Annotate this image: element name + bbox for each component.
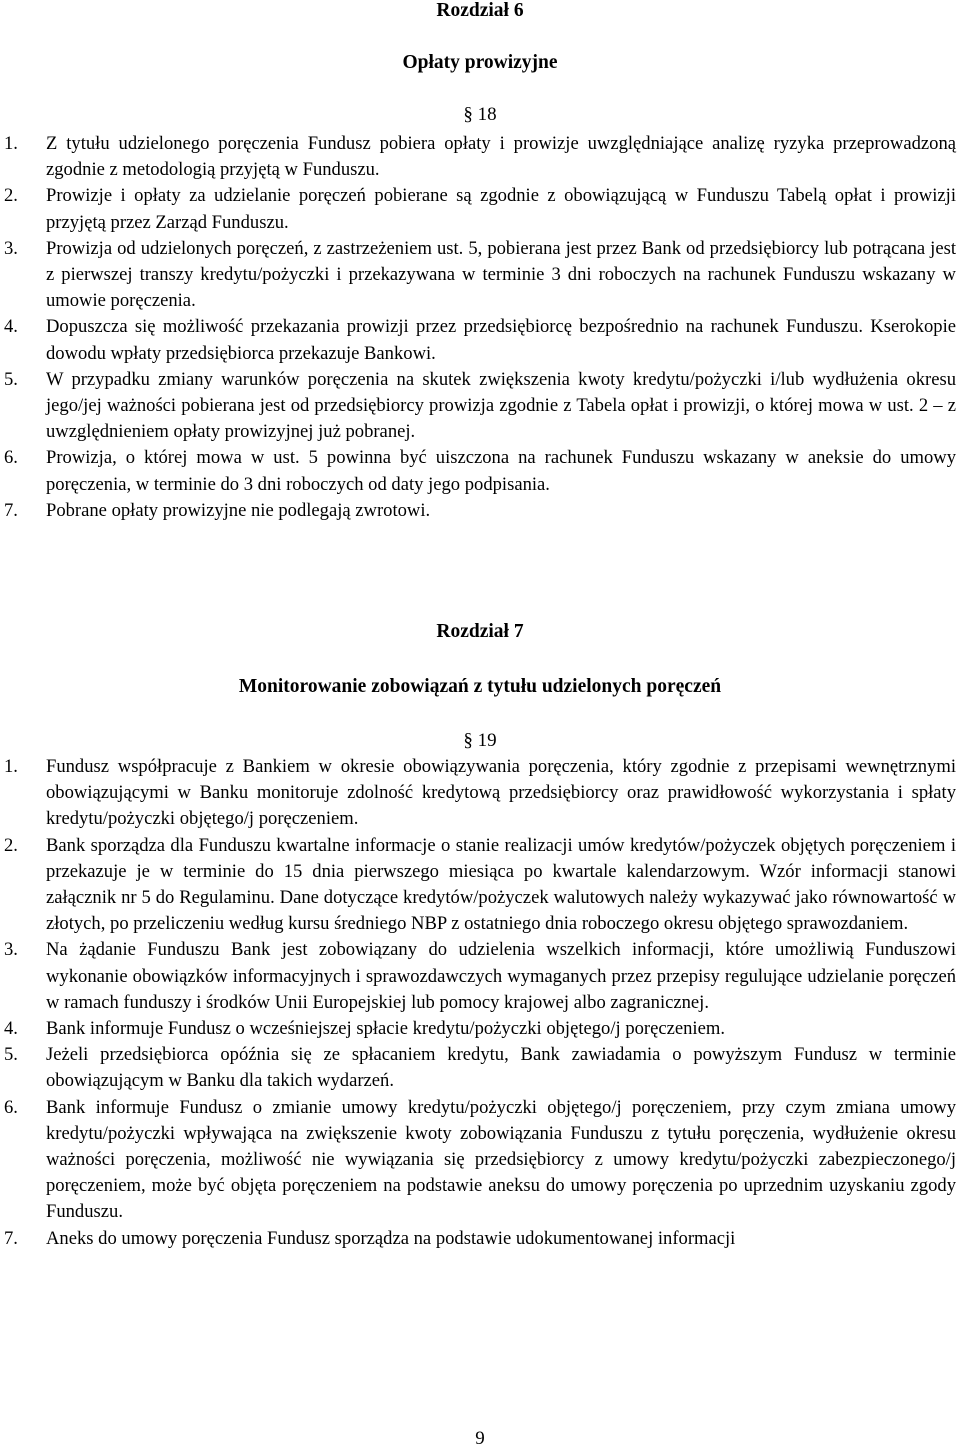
- list-item: 7. Aneks do umowy poręczenia Fundusz sporządza na podstawie udokumentowanej informacji: [4, 1227, 736, 1249]
- list-item: 4. Bank informuje Fundusz o wcześniejszej spłacie kredytu/pożyczki objętego/j poręczeniem.: [4, 1018, 725, 1040]
- chapter-6-title: Rozdział 6: [436, 0, 524, 21]
- list-item: 1. Z tytułu udzielonego poręczenia Fundusz pobiera opłaty i prowizje uwzględniające analizę ryzyka przeprowadzoną zgodnie z metodologią przyjętą w Funduszu.: [4, 133, 956, 181]
- list-item: 7. Pobrane opłaty prowizyjne nie podlegają zwrotowi.: [4, 499, 431, 521]
- list-item: 2. Bank sporządza dla Funduszu kwartalne informacje o stanie realizacji umów kredytów/pożyczek objętych poręczeniem i przekazuje je w terminie do 15 dnia pierwszego miesiąca po kwartale kalendarzowym. Wzór informacji stanowi załącznik nr 5 do Regulaminu. Dane dotyczące kredytów/pożyczek walutowych należy wykazywać jako równowartość w złotych, po przeliczeniu według kursu średniego NBP z ostatniego dnia roboczego okresu objętego sprawozdaniem.: [4, 834, 956, 935]
- page-number: 9: [475, 1428, 485, 1449]
- list-item: 3. Prowizja od udzielonych poręczeń, z zastrzeżeniem ust. 5, pobierana jest przez Bank od przedsiębiorcy lub potrącana jest z pierwszej transzy kredytu/pożyczki i przekazywana w terminie 3 dni roboczych na rachunek Funduszu wskazany w umowie poręczenia.: [4, 237, 956, 312]
- list-item: 4. Dopuszcza się możliwość przekazania prowizji przez przedsiębiorcę bezpośrednio na rachunek Funduszu. Kserokopie dowodu wpłaty przedsiębiorca przekazuje Bankowi.: [4, 316, 956, 364]
- chapter-7-title: Rozdział 7: [436, 621, 524, 642]
- list-item: 6. Prowizja, o której mowa w ust. 5 powinna być uiszczona na rachunek Funduszu wskazany w aneksie do umowy poręczenia, w terminie do 3 dni roboczych od daty jego podpisania.: [4, 447, 956, 495]
- chapter-6-subtitle: Opłaty prowizyjne: [402, 52, 558, 73]
- chapter-7-list: [0, 754, 960, 1252]
- chapter-6-list: [0, 131, 960, 524]
- list-item: 3. Na żądanie Funduszu Bank jest zobowiązany do udzielenia wszelkich informacji, które umożliwią Funduszowi wykonanie obowiązków informacyjnych i sprawozdawczych wymaganych przez przepisy regulujące udzielanie poręczeń w ramach funduszy i środków Unii Europejskiej lub pomocy krajowej albo zagranicznej.: [4, 939, 956, 1013]
- list-item: 6. Bank informuje Fundusz o zmianie umowy kredytu/pożyczki objętego/j poręczeniem, przy czym zmiana umowy kredytu/pożyczki wpływająca na zwiększenie kwoty zobowiązania Funduszu z tytułu poręczenia, wydłużenie okresu ważności poręczenia, możliwość nie wywiązania się przedsiębiorcy z umowy kredytu/pożyczki zabezpieczonego/j poręczeniem, może być objęta poręczeniem na podstawie aneksu do umowy poręczenia po uprzednim uzyskaniu zgody Funduszu.: [4, 1096, 956, 1223]
- chapter-7-subtitle: Monitorowanie zobowiązań z tytułu udzielonych poręczeń: [238, 676, 722, 697]
- section-19-sign: § 19: [463, 730, 497, 751]
- list-item: 5. W przypadku zmiany warunków poręczenia na skutek zwiększenia kwoty kredytu/pożyczki i/lub wydłużenia okresu jego/jej ważności pobierana jest od przedsiębiorcy prowizja zgodnie z Tabela opłat i prowizji, o której mowa w ust. 2 – z uwzględnieniem opłaty prowizyjnej już pobranej.: [4, 368, 956, 443]
- list-item: 2. Prowizje i opłaty za udzielanie poręczeń pobierane są zgodnie z obowiązującą w Funduszu Tabelą opłat i prowizji przyjętą przez Zarząd Funduszu.: [4, 185, 956, 233]
- list-item: 1. Fundusz współpracuje z Bankiem w okresie obowiązywania poręczenia, który zgodnie z przepisami wewnętrznymi obowiązującymi w Banku monitoruje zdolność kredytową przedsiębiorcy oraz prawidłowość wykorzystania i spłaty kredytu/pożyczki objętego/j poręczeniem.: [4, 756, 956, 830]
- section-18-sign: § 18: [463, 104, 497, 125]
- list-item: 5. Jeżeli przedsiębiorca opóźnia się ze spłacaniem kredytu, Bank zawiadamia o powyższym Fundusz w terminie obowiązującym w Banku dla takich wydarzeń.: [4, 1044, 956, 1092]
